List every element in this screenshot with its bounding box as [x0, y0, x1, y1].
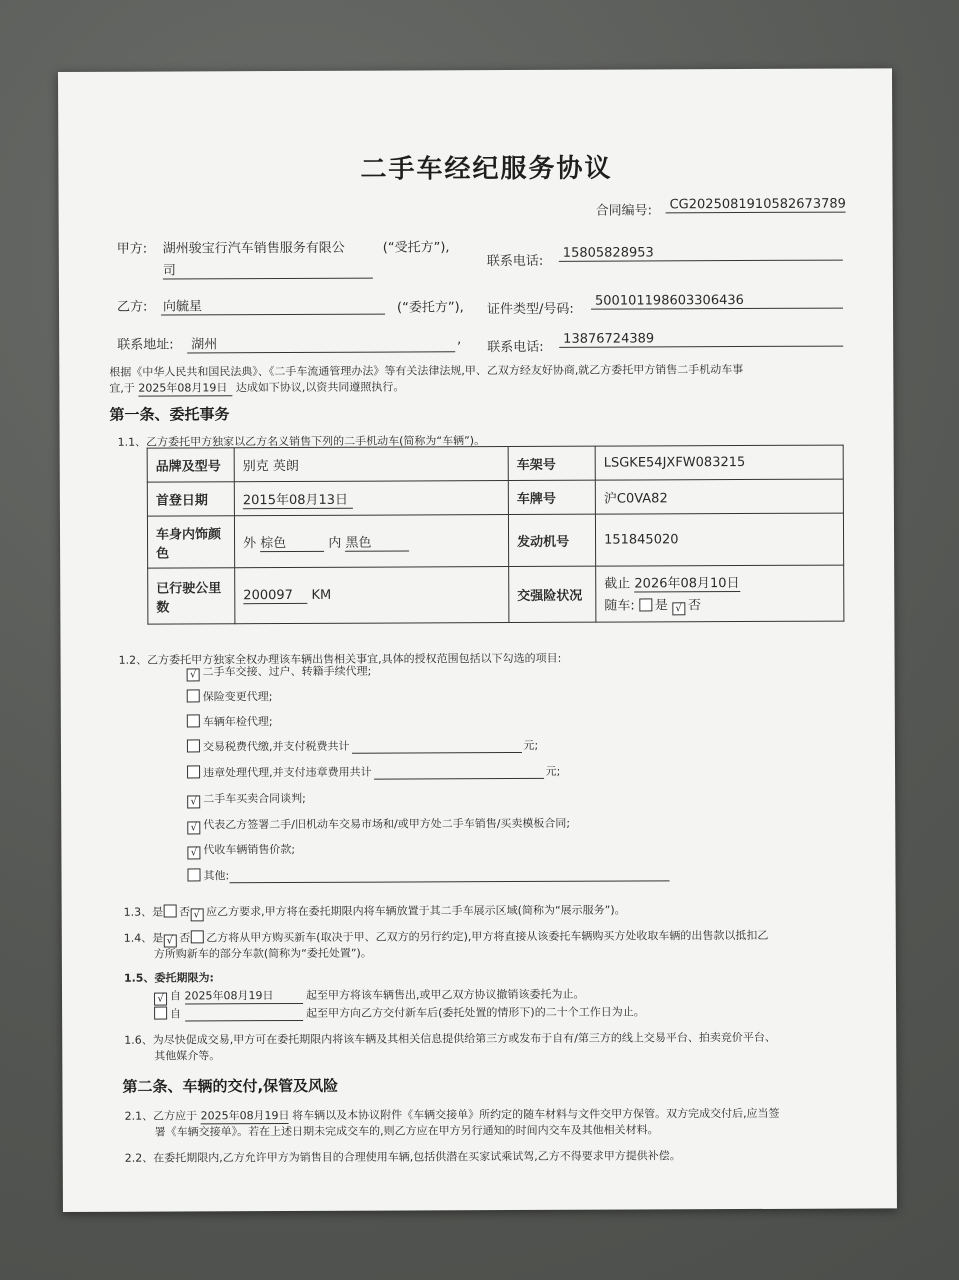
c13-no-checkbox[interactable]: √	[190, 908, 203, 921]
ins-yes-checkbox[interactable]	[639, 598, 652, 611]
c14-yes-checkbox[interactable]: √	[163, 934, 176, 947]
contract-number: CG2025081910582673789	[666, 197, 846, 214]
checklist-text: 其他:	[203, 869, 230, 883]
checklist-checkbox[interactable]	[187, 868, 200, 881]
intro-date: 2025年08月19日	[138, 379, 232, 396]
checklist-text: 代表乙方签署二手/旧机动车交易市场和/或甲方处二手车销售/买卖模板合同;	[203, 816, 571, 832]
clause-2-1: 2.1、乙方应于 2025年08月19日 将车辆以及本协议附件《车辆交接单》所约定的随车材料与文件交甲方保管。双方完成交付后,应当签	[124, 1106, 780, 1123]
plate-label: 车牌号	[508, 480, 595, 514]
address-label: 联系地址:	[117, 337, 174, 353]
checklist-text: 二手车交接、过户、转籍手续代理;	[202, 664, 372, 679]
insurance-until: 2026年08月10日	[634, 572, 740, 592]
party-a-label: 甲方:	[116, 241, 148, 257]
checklist-checkbox[interactable]	[187, 765, 200, 778]
article2-heading: 第二条、车辆的交付,保管及风险	[122, 1076, 339, 1096]
clause-2-2: 2.2、在委托期限内,乙方允许甲方为销售目的合理使用车辆,包括供潜在买家试乘试驾,乙方不得要求甲方提供补偿。	[124, 1149, 681, 1165]
page-title: 二手车经纪服务协议	[360, 153, 613, 185]
clause-1-6-line2: 其他媒介等。	[154, 1049, 221, 1063]
party-b-id-label: 证件类型/号码:	[487, 301, 574, 318]
checklist-item	[187, 663, 372, 682]
clause-1-1: 1.1、乙方委托甲方独家以乙方名义销售下列的二手机动车(简称为“车辆”)。	[117, 434, 486, 449]
address-comma: ,	[457, 332, 462, 348]
reg-date-cell	[234, 481, 508, 516]
c15-opt1-date: 2025年08月19日	[184, 987, 302, 1005]
checklist-checkbox[interactable]	[187, 739, 200, 752]
checklist-checkbox[interactable]: √	[187, 795, 200, 808]
clause-1-2-intro: 1.2、乙方委托甲方独家全权办理该车辆出售相关事宜,具体的授权范围包括以下勾选的项目:	[118, 651, 562, 667]
checklist-text: 车辆年检代理;	[202, 715, 273, 729]
c15-opt1-checkbox[interactable]: √	[154, 993, 167, 1006]
inner-color: 黑色	[345, 531, 409, 551]
clause-1-5-opt2: 自 起至甲方向乙方交付新车后(委托处置的情形下)的二十个工作日为止。	[154, 1003, 645, 1021]
checklist-item	[187, 865, 669, 883]
ins-no-checkbox[interactable]: √	[672, 602, 685, 615]
clause-1-5-heading: 1.5、委托期限为:	[123, 971, 214, 985]
checklist-text: 保险变更代理;	[202, 690, 273, 704]
mileage-cell	[235, 567, 509, 624]
checklist-item	[187, 790, 306, 809]
contract-paper	[58, 68, 897, 1212]
checklist-checkbox[interactable]: √	[187, 846, 200, 859]
party-b-name: 向毓星	[161, 295, 385, 316]
vin-label: 车架号	[508, 446, 595, 480]
engine-label: 发动机号	[508, 514, 595, 566]
checklist-item: 违章处理代理,并支付违章费用共计 元;	[187, 763, 560, 781]
brand-value: 别克 英朗	[234, 447, 508, 482]
intro-line1: 根据《中华人民共和国民法典》、《二手车流通管理办法》等有关法律法规,甲、乙双方经友好协商,就乙方委托甲方销售二手机动车事	[109, 363, 744, 379]
checklist-item	[187, 688, 273, 704]
party-b-label: 乙方:	[116, 299, 148, 315]
clause-1-6-line1: 1.6、为尽快促成交易,甲方可在委托期限内将该车辆及其相关信息提供给第三方或发布于自有/第三方的线上交易平台、拍卖竞价平台、	[124, 1030, 776, 1047]
party-a-name-line1: 湖州骏宝行汽车销售服务有限公	[162, 240, 345, 257]
party-b-role: (“委托方”),	[397, 300, 464, 316]
c15-opt2-checkbox[interactable]	[154, 1007, 167, 1020]
checklist-checkbox[interactable]: √	[187, 668, 200, 681]
checklist-item	[187, 841, 295, 859]
checklist-checkbox[interactable]	[187, 714, 200, 727]
outer-color: 棕色	[260, 531, 324, 551]
party-b-id: 500101198603306436	[591, 293, 843, 310]
intro-line2: 宜,于 2025年08月19日 达成如下协议,以资共同遵照执行。	[109, 380, 405, 395]
clause-1-5-opt1: √ 自 2025年08月19日 起至甲方将该车辆售出,或甲乙双方协议撤销该委托为止。	[154, 986, 585, 1006]
checklist-item	[187, 713, 273, 729]
checklist-text: 二手车买卖合同谈判;	[203, 791, 306, 806]
checklist-text: 代收车辆销售价款;	[203, 842, 296, 857]
insurance-cell: 截止 2026年08月10日 随车: 是 √ 否	[596, 565, 844, 622]
clause-1-4-line2: 方所购新车的部分车款(简称为“委托处置”)。	[153, 946, 372, 961]
reg-date-value: 2015年08月13日	[243, 488, 353, 508]
clause-1-3: 1.3、是 否 √ 应乙方要求,甲方将在委托期限内将车辆放置于其二手车展示区域(简称为“展示服务”)。	[123, 903, 626, 921]
party-b-phone: 13876724389	[559, 331, 843, 348]
address-value: 湖州	[187, 332, 455, 353]
party-a-phone-label: 联系电话:	[486, 253, 544, 270]
plate-value: 沪C0VA82	[595, 479, 843, 514]
c13-yes-checkbox[interactable]	[163, 904, 176, 917]
vin-value: LSGKE54JXFW083215	[595, 445, 843, 480]
contract-number-label: 合同编号:	[595, 203, 653, 219]
color-cell: 外 棕色 内 黑色	[234, 515, 508, 568]
reg-date-label: 首登日期	[147, 482, 234, 516]
mileage-unit: KM	[311, 587, 332, 603]
mileage-label: 已行驶公里 数	[148, 568, 235, 624]
checklist-text: 违章处理代理,并支付违章费用共计	[203, 765, 372, 780]
engine-value: 151845020	[595, 513, 843, 566]
checklist-text: 交易税费代缴,并支付税费共计	[202, 739, 350, 754]
c21-date: 2025年08月19日	[200, 1108, 290, 1123]
vehicle-table	[147, 445, 845, 625]
color-label: 车身内饰颜 色	[147, 516, 234, 568]
mileage-value: 200097	[243, 587, 307, 603]
clause-2-1-line2: 署《车辆交接单》。若在上述日期未完成交车的,则乙方应在甲方另行通知的时间内交车及其他相关材料。	[154, 1123, 659, 1139]
clause-1-4: 1.4、是 √ 否 乙方将从甲方购买新车(取决于甲、乙双方的另行约定),甲方将直接从该委托车辆购买方处收取车辆的出售款以抵扣乙	[123, 928, 769, 947]
insurance-label: 交强险状况	[509, 566, 596, 622]
c14-no-checkbox[interactable]	[190, 930, 203, 943]
checklist-item: 交易税费代缴,并支付税费共计 元;	[187, 737, 538, 755]
brand-label: 品牌及型号	[147, 448, 234, 482]
party-a-role: (“受托方”),	[382, 240, 450, 256]
party-b-phone-label: 联系电话:	[487, 339, 544, 356]
checklist-checkbox[interactable]: √	[187, 821, 200, 834]
checklist-item	[187, 815, 570, 835]
article1-heading: 第一条、委托事务	[109, 405, 230, 424]
party-a-phone: 15805828953	[559, 245, 843, 262]
party-a-name-line2: 司	[163, 259, 373, 280]
checklist-checkbox[interactable]	[187, 689, 200, 702]
